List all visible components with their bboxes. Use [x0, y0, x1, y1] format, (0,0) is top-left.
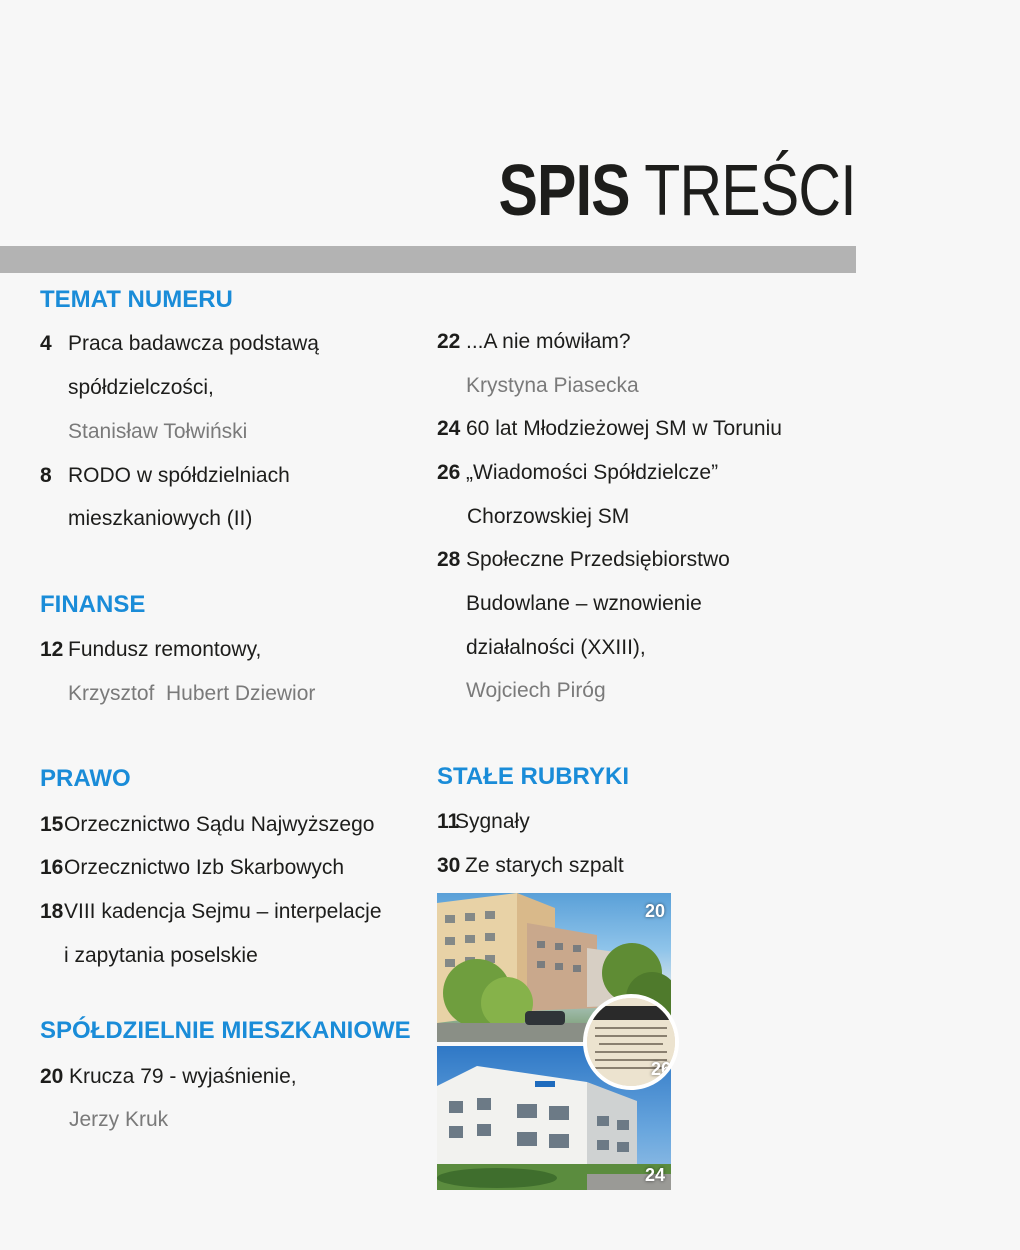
entry-title-continuation: Budowlane – wznowienie [466, 592, 702, 615]
section-title-temat-numeru: TEMAT NUMERU [40, 286, 233, 313]
toc-entry-24[interactable] [437, 407, 782, 451]
entry-title: „Wiadomości Spółdzielcze” [466, 461, 719, 484]
page-number: 4 [40, 332, 52, 355]
page-title-bold: SPIS [498, 151, 630, 231]
section-title-prawo: PRAWO [40, 765, 131, 792]
page-title-light: TREŚCI [644, 151, 856, 231]
toc-entry-20[interactable] [40, 1055, 297, 1099]
toc-entry-30[interactable] [437, 844, 624, 888]
page-number: 12 [40, 638, 64, 661]
entry-title: Krucza 79 - wyjaśnienie, [69, 1065, 297, 1088]
entry-author: Krzysztof Hubert Dziewior [68, 682, 316, 705]
page-number: 28 [437, 548, 461, 571]
toc-entry-4[interactable] [40, 322, 319, 366]
entry-title: Ze starych szpalt [465, 854, 624, 877]
page-number: 24 [437, 417, 461, 440]
toc-entry-26[interactable] [437, 451, 718, 495]
entry-title-continuation: mieszkaniowych (II) [68, 507, 253, 530]
entry-author: Jerzy Kruk [69, 1108, 169, 1131]
entry-title: Fundusz remontowy, [68, 638, 262, 661]
page-number: 15 [40, 813, 64, 836]
section-title-finanse: FINANSE [40, 591, 146, 618]
toc-entry-16[interactable] [40, 846, 344, 890]
toc-entry-8[interactable] [40, 454, 290, 498]
entry-title: Sygnały [455, 810, 530, 833]
page-number: 16 [40, 856, 64, 879]
page-number: 30 [437, 854, 461, 877]
page-number: 22 [437, 330, 461, 353]
entry-title: 60 lat Młodzieżowej SM w Toruniu [466, 417, 782, 440]
toc-entry-28[interactable] [437, 538, 730, 582]
page-number: 8 [40, 464, 52, 487]
photo-page-number: 24 [644, 1165, 665, 1185]
toc-entry-11[interactable] [437, 800, 530, 844]
entry-title: ...A nie mówiłam? [466, 330, 631, 353]
title-underline-bar [0, 246, 856, 273]
entry-title-continuation: działalności (XXIII), [466, 636, 646, 659]
photo-newspaper-clipping [583, 994, 679, 1090]
entry-title: Społeczne Przedsiębiorstwo [466, 548, 730, 571]
section-title-stale-rubryki: STAŁE RUBRYKI [437, 763, 629, 790]
photo-page-number: 26 [650, 1059, 671, 1079]
page-number: 26 [437, 461, 461, 484]
entry-title-continuation: spółdzielczości, [68, 376, 214, 399]
page-number: 18 [40, 900, 64, 923]
toc-entry-15[interactable] [40, 803, 374, 847]
toc-entry-12[interactable] [40, 628, 261, 672]
photo-page-number: 20 [644, 901, 665, 921]
entry-title: Praca badawcza podstawą [68, 332, 319, 355]
entry-title: RODO w spółdzielniach [68, 464, 290, 487]
section-title-spoldzielnie-mieszkaniowe: SPÓŁDZIELNIE MIESZKANIOWE [40, 1017, 411, 1044]
entry-title: Orzecznictwo Sądu Najwyższego [64, 813, 375, 836]
photo-collage [437, 893, 671, 1190]
entry-title: VIII kadencja Sejmu – interpelacje [64, 900, 382, 923]
entry-author: Stanisław Tołwiński [68, 420, 248, 443]
entry-title: Orzecznictwo Izb Skarbowych [64, 856, 345, 879]
toc-entry-22[interactable] [437, 320, 631, 364]
page-number: 20 [40, 1065, 64, 1088]
entry-title-continuation: Chorzowskiej SM [467, 505, 630, 528]
entry-title-continuation: i zapytania poselskie [64, 944, 258, 967]
page-number: 11 [437, 810, 460, 833]
toc-entry-18[interactable] [40, 890, 382, 934]
entry-author: Krystyna Piasecka [466, 374, 639, 397]
page-title [498, 151, 856, 231]
entry-author: Wojciech Piróg [466, 679, 606, 702]
